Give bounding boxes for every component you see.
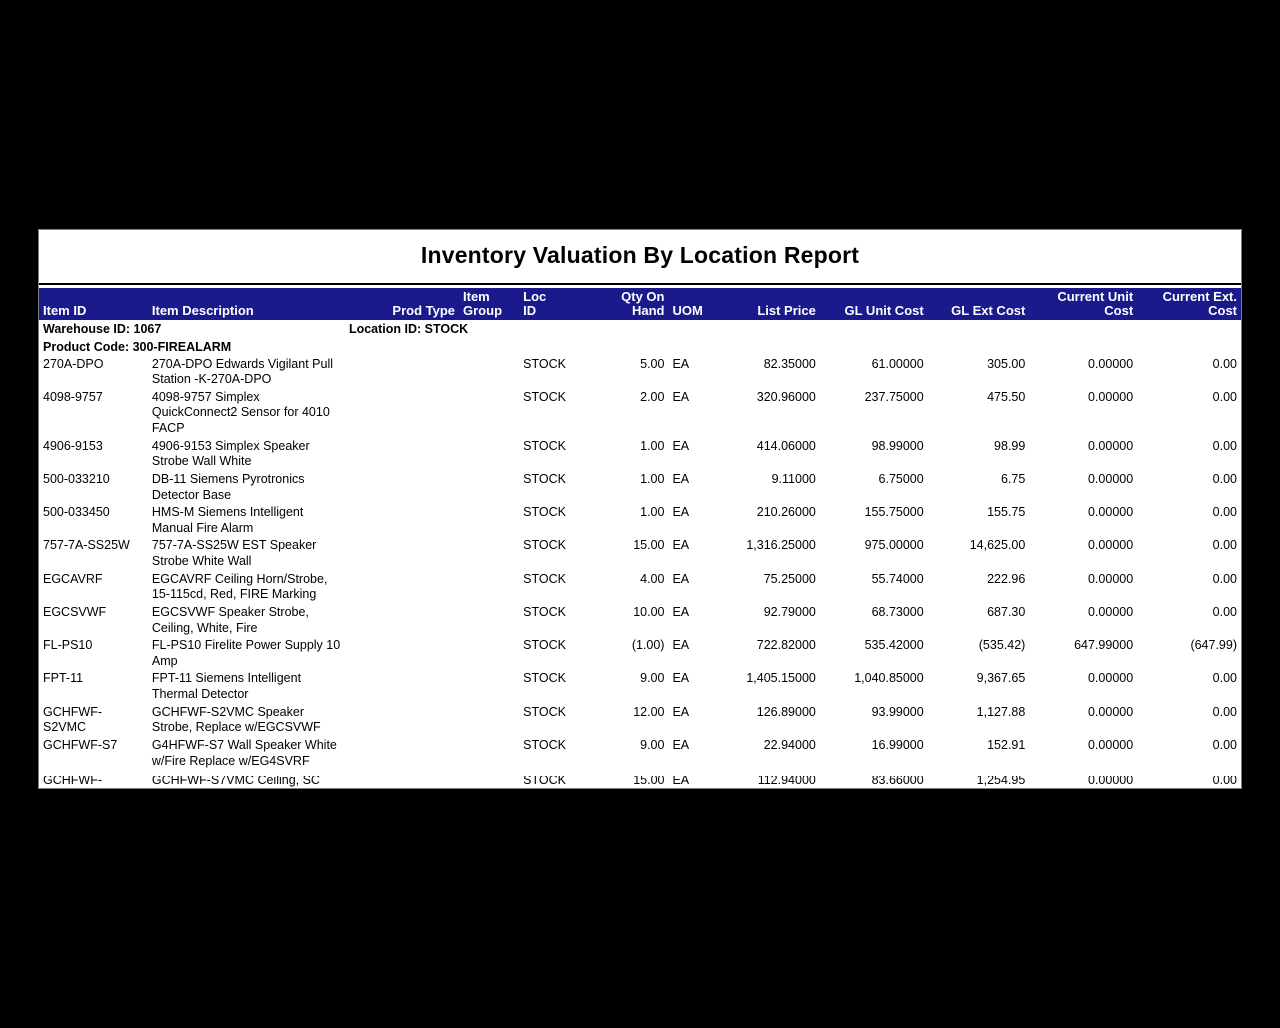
cell-uom: EA	[672, 538, 690, 553]
cell-loc-id: STOCK	[523, 604, 566, 619]
cell-gl-ext-cost: 1,127.88	[976, 704, 1026, 719]
cell-list-price: 320.96000	[756, 389, 816, 404]
cell-gl-unit-cost: 93.99000	[871, 704, 924, 719]
table-row[interactable]	[39, 389, 1241, 438]
cell-qty-on-hand: 1.00	[640, 438, 665, 453]
cell-current-ext-cost: 0.00	[1212, 571, 1237, 586]
cell-qty-on-hand: 1.00	[640, 505, 665, 520]
table-row[interactable]	[39, 504, 1241, 537]
column-header-item-id[interactable]: Item ID	[39, 288, 148, 320]
cell-uom: EA	[672, 438, 690, 453]
cell-qty-on-hand: 9.00	[640, 671, 665, 686]
column-header-item-description[interactable]: Item Description	[148, 288, 345, 320]
clip-description: GCHFWF-S7VMC Ceiling, SC	[151, 776, 320, 787]
cell-gl-unit-cost: 535.42000	[864, 638, 924, 653]
location-label: Location ID: STOCK	[348, 322, 469, 337]
cell-current-ext-cost: 0.00	[1212, 704, 1237, 719]
cell-uom: EA	[672, 704, 690, 719]
cell-item-description: 4906-9153 Simplex Speaker Strobe Wall White	[151, 438, 310, 469]
cell-gl-ext-cost: 6.75	[1000, 471, 1026, 486]
cell-loc-id: STOCK	[523, 438, 566, 453]
cell-item-id: GCHFWF-S7	[43, 737, 118, 752]
cell-loc-id: STOCK	[523, 571, 566, 586]
cell-gl-ext-cost: 152.91	[987, 737, 1026, 752]
cell-item-description: 757-7A-SS25W EST Speaker Strobe White Wall	[151, 538, 317, 569]
cell-current-unit-cost: 0.00000	[1087, 389, 1134, 404]
column-header-list-price[interactable]: List Price	[712, 288, 820, 320]
cell-current-ext-cost: 0.00	[1212, 471, 1237, 486]
table-row[interactable]	[39, 637, 1241, 670]
cell-item-description: DB-11 Siemens Pyrotronics Detector Base	[151, 471, 305, 502]
cell-current-unit-cost: 0.00000	[1087, 604, 1134, 619]
warehouse-group-row	[39, 320, 1241, 338]
cell-gl-unit-cost: 68.73000	[871, 604, 924, 619]
cell-current-ext-cost: 0.00	[1212, 737, 1237, 752]
table-header	[39, 288, 1241, 320]
cell-gl-unit-cost: 61.00000	[871, 356, 924, 371]
cell-list-price: 75.25000	[763, 571, 816, 586]
column-header-loc-id[interactable]	[519, 288, 594, 320]
clip-item-id: GCHFWF-	[43, 776, 103, 787]
cell-list-price: 92.79000	[763, 604, 816, 619]
cell-item-group	[459, 737, 519, 770]
cell-current-unit-cost: 0.00000	[1087, 438, 1134, 453]
cell-qty-on-hand: 2.00	[640, 389, 665, 404]
cell-item-group	[459, 389, 519, 438]
column-header-current-ext-cost[interactable]	[1137, 288, 1241, 320]
cell-current-unit-cost: 0.00000	[1087, 471, 1134, 486]
cell-item-description: EGCSVWF Speaker Strobe, Ceiling, White, Fire	[151, 604, 309, 635]
cell-qty-on-hand: 9.00	[640, 737, 665, 752]
cell-gl-unit-cost: 237.75000	[864, 389, 924, 404]
cell-current-ext-cost: 0.00	[1212, 356, 1237, 371]
column-header-qty-line2: Hand	[631, 302, 665, 318]
cell-gl-ext-cost: 475.50	[987, 389, 1026, 404]
cell-item-description: G4HFWF-S7 Wall Speaker White w/Fire Replace w/EG4SVRF	[151, 737, 337, 768]
cell-prod-type	[345, 704, 459, 737]
column-header-current-ext-cost-line2: Cost	[1208, 302, 1237, 318]
cell-prod-type	[345, 670, 459, 703]
table-row[interactable]	[39, 737, 1241, 770]
table-row[interactable]	[39, 471, 1241, 504]
cell-item-id: 270A-DPO	[43, 356, 104, 371]
column-header-qty-line1: Qty On	[621, 289, 665, 304]
cell-gl-unit-cost: 55.74000	[871, 571, 924, 586]
table-row[interactable]	[39, 670, 1241, 703]
cell-prod-type	[345, 604, 459, 637]
cell-list-price: 210.26000	[756, 505, 816, 520]
cell-uom: EA	[672, 471, 690, 486]
column-header-current-unit-cost-line2: Cost	[1104, 302, 1134, 318]
column-header-item-group[interactable]	[459, 288, 519, 320]
cell-item-group	[459, 356, 519, 389]
cell-prod-type	[345, 438, 459, 471]
cell-item-id: 500-033210	[43, 471, 110, 486]
cell-gl-ext-cost: 14,625.00	[969, 538, 1026, 553]
column-header-item-group-line2: Group	[463, 302, 503, 318]
cell-qty-on-hand: 4.00	[640, 571, 665, 586]
cell-uom: EA	[672, 389, 690, 404]
cell-prod-type	[345, 571, 459, 604]
inventory-table	[39, 288, 1241, 770]
cell-prod-type	[345, 504, 459, 537]
cell-item-id: EGCSVWF	[43, 604, 107, 619]
cell-item-group	[459, 604, 519, 637]
cell-list-price: 722.82000	[756, 638, 816, 653]
cell-current-unit-cost: 647.99000	[1074, 638, 1134, 653]
cell-gl-unit-cost: 1,040.85000	[854, 671, 924, 686]
cell-gl-unit-cost: 98.99000	[871, 438, 924, 453]
report-window	[38, 229, 1242, 789]
cell-loc-id: STOCK	[523, 671, 566, 686]
cell-current-unit-cost: 0.00000	[1087, 505, 1134, 520]
cell-item-id: EGCAVRF	[43, 571, 103, 586]
cell-current-unit-cost: 0.00000	[1087, 538, 1134, 553]
clip-uom: EA	[672, 776, 690, 787]
cell-gl-ext-cost: 687.30	[987, 604, 1026, 619]
cell-item-group	[459, 438, 519, 471]
clip-current-ext-cost: 0.00	[1212, 776, 1237, 787]
cell-item-description: 4098-9757 Simplex QuickConnect2 Sensor for 4010 FACP	[151, 389, 330, 436]
clipped-partial-row	[39, 776, 1241, 788]
clip-loc-id: STOCK	[523, 776, 566, 787]
table-row[interactable]	[39, 356, 1241, 389]
cell-prod-type	[345, 737, 459, 770]
column-header-current-unit-cost-line1: Current Unit	[1057, 289, 1134, 304]
cell-current-ext-cost: 0.00	[1212, 389, 1237, 404]
cell-item-group	[459, 637, 519, 670]
cell-current-unit-cost: 0.00000	[1087, 356, 1134, 371]
cell-current-ext-cost: 0.00	[1212, 438, 1237, 453]
cell-uom: EA	[672, 671, 690, 686]
cell-loc-id: STOCK	[523, 704, 566, 719]
cell-prod-type	[345, 471, 459, 504]
cell-list-price: 9.11000	[771, 471, 816, 486]
cell-item-description: EGCAVRF Ceiling Horn/Strobe, 15-115cd, Red, FIRE Marking	[151, 571, 328, 602]
cell-loc-id: STOCK	[523, 389, 566, 404]
column-header-qty-on-hand[interactable]	[594, 288, 669, 320]
cell-qty-on-hand: (1.00)	[631, 638, 665, 653]
cell-prod-type	[345, 356, 459, 389]
cell-qty-on-hand: 15.00	[633, 538, 665, 553]
cell-item-group	[459, 504, 519, 537]
cell-gl-ext-cost: 222.96	[987, 571, 1026, 586]
cell-list-price: 414.06000	[756, 438, 816, 453]
cell-current-ext-cost: 0.00	[1212, 505, 1237, 520]
cell-qty-on-hand: 1.00	[640, 471, 665, 486]
warehouse-label: Warehouse ID: 1067	[43, 322, 162, 337]
cell-item-group	[459, 571, 519, 604]
cell-gl-ext-cost: 155.75	[987, 505, 1026, 520]
cell-qty-on-hand: 5.00	[640, 356, 665, 371]
column-header-prod-type[interactable]: Prod Type	[345, 288, 459, 320]
cell-item-description: 270A-DPO Edwards Vigilant Pull Station -K-270A-DPO	[151, 356, 334, 387]
cell-prod-type	[345, 389, 459, 438]
cell-uom: EA	[672, 505, 690, 520]
cell-qty-on-hand: 10.00	[633, 604, 665, 619]
cell-current-ext-cost: 0.00	[1212, 538, 1237, 553]
column-header-uom[interactable]: UOM	[668, 288, 712, 320]
cell-item-id: FPT-11	[43, 671, 84, 686]
cell-current-ext-cost: 0.00	[1212, 604, 1237, 619]
cell-item-id: FL-PS10	[43, 638, 93, 653]
cell-item-description: HMS-M Siemens Intelligent Manual Fire Alarm	[151, 505, 304, 535]
column-header-gl-ext-cost[interactable]: GL Ext Cost	[928, 288, 1030, 320]
cell-loc-id: STOCK	[523, 538, 566, 553]
column-header-loc-id-line2: ID	[523, 302, 537, 318]
cell-item-id: 757-7A-SS25W	[43, 538, 130, 553]
cell-list-price: 22.94000	[763, 737, 816, 752]
cell-item-id: 500-033450	[43, 505, 110, 520]
cell-list-price: 126.89000	[756, 704, 816, 719]
product-code-label: Product Code: 300-FIREALARM	[43, 339, 232, 354]
cell-uom: EA	[672, 604, 690, 619]
cell-list-price: 1,405.15000	[746, 671, 816, 686]
cell-loc-id: STOCK	[523, 737, 566, 752]
clip-gl-ext-cost: 1,254.95	[976, 776, 1026, 787]
cell-item-group	[459, 704, 519, 737]
cell-loc-id: STOCK	[523, 505, 566, 520]
cell-current-ext-cost: 0.00	[1212, 671, 1237, 686]
cell-list-price: 82.35000	[763, 356, 816, 371]
cell-loc-id: STOCK	[523, 471, 566, 486]
page-title: Inventory Valuation By Location Report	[420, 242, 860, 268]
title-divider	[39, 283, 1241, 285]
cell-gl-ext-cost: 9,367.65	[976, 671, 1026, 686]
cell-current-unit-cost: 0.00000	[1087, 737, 1134, 752]
table-row[interactable]	[39, 438, 1241, 471]
cell-loc-id: STOCK	[523, 638, 566, 653]
column-header-loc-id-line1: Loc	[523, 289, 547, 304]
cell-gl-ext-cost: (535.42)	[978, 638, 1026, 653]
cell-loc-id: STOCK	[523, 356, 566, 371]
cell-item-group	[459, 537, 519, 570]
cell-list-price: 1,316.25000	[746, 538, 816, 553]
cell-gl-ext-cost: 98.99	[994, 438, 1026, 453]
cell-gl-unit-cost: 16.99000	[871, 737, 924, 752]
cell-current-unit-cost: 0.00000	[1087, 671, 1134, 686]
clip-qty: 15.00	[633, 776, 665, 787]
cell-item-id: 4098-9757	[43, 389, 103, 404]
table-row[interactable]	[39, 537, 1241, 570]
cell-current-unit-cost: 0.00000	[1087, 571, 1134, 586]
column-header-gl-unit-cost[interactable]: GL Unit Cost	[820, 288, 928, 320]
cell-prod-type	[345, 537, 459, 570]
cell-current-unit-cost: 0.00000	[1087, 704, 1134, 719]
cell-uom: EA	[672, 737, 690, 752]
clip-current-unit-cost: 0.00000	[1087, 776, 1134, 787]
table-row[interactable]	[39, 704, 1241, 737]
cell-gl-unit-cost: 975.00000	[864, 538, 924, 553]
table-row[interactable]	[39, 571, 1241, 604]
table-body	[39, 320, 1241, 770]
cell-gl-ext-cost: 305.00	[987, 356, 1026, 371]
cell-item-description: FL-PS10 Firelite Power Supply 10 Amp	[151, 638, 341, 668]
cell-item-group	[459, 670, 519, 703]
cell-gl-unit-cost: 155.75000	[864, 505, 924, 520]
cell-item-id: 4906-9153	[43, 438, 103, 453]
cell-uom: EA	[672, 571, 690, 586]
cell-uom: EA	[672, 638, 690, 653]
product-code-group-row	[39, 338, 1241, 356]
cell-current-ext-cost: (647.99)	[1190, 638, 1237, 653]
column-header-current-unit-cost[interactable]	[1029, 288, 1137, 320]
cell-gl-unit-cost: 6.75000	[878, 471, 924, 486]
cell-prod-type	[345, 637, 459, 670]
cell-item-description: FPT-11 Siemens Intelligent Thermal Detector	[151, 671, 302, 702]
column-header-current-ext-cost-line1: Current Ext.	[1162, 289, 1237, 304]
cell-item-id: GCHFWF-S2VMC	[43, 704, 103, 735]
clip-gl-unit-cost: 83.66000	[871, 776, 924, 787]
cell-item-group	[459, 471, 519, 504]
clip-list-price: 112.94000	[757, 776, 816, 787]
column-header-item-group-line1: Item	[463, 289, 490, 304]
table-row[interactable]	[39, 604, 1241, 637]
cell-qty-on-hand: 12.00	[633, 704, 665, 719]
cell-uom: EA	[672, 356, 690, 371]
cell-item-description: GCHFWF-S2VMC Speaker Strobe, Replace w/EGCSVWF	[151, 704, 321, 735]
